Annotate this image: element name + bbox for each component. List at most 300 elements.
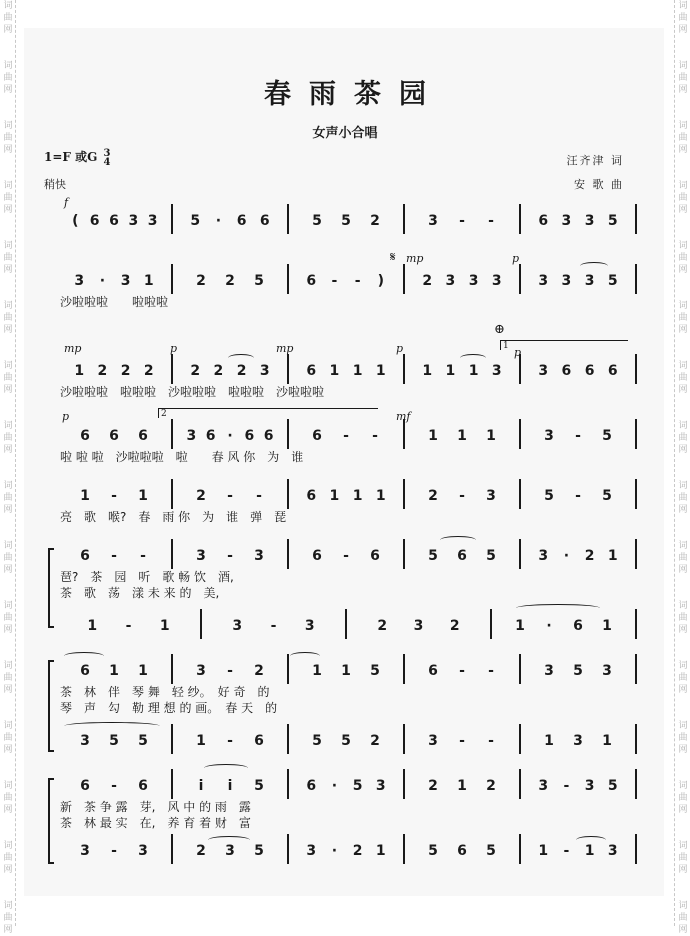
dynamic-marking: p xyxy=(396,342,404,355)
note: 2 xyxy=(196,843,206,859)
watermark-text: 词 曲 网 xyxy=(3,1,13,35)
lyricist-credit: 汪齐津 词 xyxy=(566,154,624,167)
extension-dash: - xyxy=(140,548,146,564)
note: 3 xyxy=(138,843,148,859)
slur-mark xyxy=(64,652,104,660)
note: 1 xyxy=(445,363,456,379)
watermark-text: 词 曲 网 xyxy=(678,301,688,335)
note: ) xyxy=(377,273,384,289)
lyric-line-verse-2: 琴 声 勾 勒 理 想 的 画。 春 天 的 xyxy=(60,701,278,715)
watermark-text: 词 曲 网 xyxy=(678,901,688,935)
bar-line xyxy=(345,609,347,639)
note: 6 xyxy=(254,733,264,749)
extension-dash: - xyxy=(227,733,233,749)
note: 3 xyxy=(538,778,549,794)
bar-line xyxy=(171,204,173,234)
note: 1 xyxy=(138,488,148,504)
watermark-text: 词 曲 网 xyxy=(678,781,688,815)
bar-line xyxy=(519,769,521,799)
extension-dash: - xyxy=(111,843,117,859)
slur-mark xyxy=(290,652,320,660)
bar-line xyxy=(635,539,637,569)
watermark-text: 词 曲 网 xyxy=(3,721,13,755)
note: 3 xyxy=(428,733,438,749)
watermark-text: 词 曲 网 xyxy=(3,301,13,335)
watermark-text: 词 曲 网 xyxy=(3,781,13,815)
note: 2 xyxy=(428,488,438,504)
watermark-text: 词 曲 网 xyxy=(678,61,688,95)
note: 2 xyxy=(352,843,363,859)
note: 3 xyxy=(375,778,386,794)
note: 2 xyxy=(254,663,264,679)
bar-line xyxy=(171,654,173,684)
bar-line xyxy=(287,204,289,234)
bar-line xyxy=(171,539,173,569)
note: 6 xyxy=(80,663,90,679)
note-row xyxy=(50,840,640,862)
note: 2 xyxy=(377,618,388,634)
bar-line xyxy=(403,834,405,864)
slur-mark xyxy=(208,836,250,844)
bar-line xyxy=(287,834,289,864)
bar-line xyxy=(287,539,289,569)
note-row xyxy=(50,360,640,382)
note: 1 xyxy=(329,488,340,504)
watermark-text: 词 曲 网 xyxy=(3,841,13,875)
note: 6 xyxy=(306,488,317,504)
watermark-text: 词 曲 网 xyxy=(678,601,688,635)
note: 2 xyxy=(236,363,247,379)
watermark-text: 词 曲 网 xyxy=(3,361,13,395)
watermark-text: 词 曲 网 xyxy=(678,121,688,155)
bar-line xyxy=(287,264,289,294)
note: 3 xyxy=(584,213,595,229)
note: 6 xyxy=(80,428,90,444)
note: 5 xyxy=(352,778,363,794)
bar-line xyxy=(635,264,637,294)
bar-line xyxy=(635,654,637,684)
note: 2 xyxy=(370,733,380,749)
note: 2 xyxy=(486,778,496,794)
note: 1 xyxy=(159,618,170,634)
note: 2 xyxy=(143,363,154,379)
bar-line xyxy=(287,479,289,509)
note: i xyxy=(198,778,204,794)
watermark-text: 词 曲 网 xyxy=(3,901,13,935)
extension-dash: - xyxy=(227,548,233,564)
note: 3 xyxy=(584,273,595,289)
note-row xyxy=(50,270,640,292)
note: 1 xyxy=(329,363,340,379)
watermark-text: 词 曲 网 xyxy=(3,181,13,215)
note: 1 xyxy=(74,363,85,379)
note: 3 xyxy=(584,778,595,794)
note: 2 xyxy=(428,778,438,794)
extension-dash: - xyxy=(343,548,349,564)
note: 1 xyxy=(457,778,467,794)
note: 1 xyxy=(375,843,386,859)
extension-dash: - xyxy=(459,733,465,749)
note: 1 xyxy=(352,363,363,379)
note: 6 xyxy=(236,213,247,229)
note-row xyxy=(50,485,640,507)
note: 1 xyxy=(375,488,386,504)
note: 3 xyxy=(196,663,206,679)
bar-line xyxy=(635,204,637,234)
extension-dash: - xyxy=(488,663,494,679)
bar-line xyxy=(287,354,289,384)
note: 3 xyxy=(468,273,479,289)
note: 5 xyxy=(428,843,438,859)
note: 2 xyxy=(97,363,108,379)
note: 5 xyxy=(602,428,612,444)
lyric-line-verse-1: 新 茶 争 露 芽, 风 中 的 雨 露 xyxy=(60,800,251,814)
note: 6 xyxy=(561,363,572,379)
note: 6 xyxy=(306,363,317,379)
note: 1 xyxy=(538,843,549,859)
note: · xyxy=(227,428,233,444)
note: · xyxy=(331,843,338,859)
coda-sign: ⊕ xyxy=(494,322,505,337)
note: 3 xyxy=(80,843,90,859)
note: 6 xyxy=(457,843,467,859)
bar-line xyxy=(287,654,289,684)
note: 3 xyxy=(544,428,554,444)
note: 6 xyxy=(312,428,322,444)
note: 1 xyxy=(422,363,433,379)
note: 2 xyxy=(213,363,224,379)
note: 3 xyxy=(80,733,90,749)
bar-line xyxy=(403,479,405,509)
bar-line xyxy=(403,539,405,569)
note: 3 xyxy=(602,663,612,679)
lyric-line: 沙啦啦啦 啦啦啦 沙啦啦啦 啦啦啦 沙啦啦啦 xyxy=(60,385,325,399)
watermark-text: 词 曲 网 xyxy=(678,181,688,215)
note: 3 xyxy=(225,843,235,859)
note: 3 xyxy=(306,843,317,859)
note: 2 xyxy=(225,273,235,289)
note-row xyxy=(50,775,640,797)
extension-dash: - xyxy=(227,488,233,504)
note: 2 xyxy=(120,363,131,379)
bar-line xyxy=(171,264,173,294)
note: 5 xyxy=(254,843,264,859)
extension-dash: - xyxy=(111,778,117,794)
time-signature: 3 4 xyxy=(103,147,111,168)
bar-line xyxy=(403,419,405,449)
system-brace xyxy=(48,778,54,864)
note: 1 xyxy=(468,363,479,379)
bar-line xyxy=(403,354,405,384)
extension-dash: - xyxy=(372,428,378,444)
note: 5 xyxy=(190,213,201,229)
note: 1 xyxy=(457,428,467,444)
dynamic-marking: p xyxy=(514,346,522,359)
note: 3 xyxy=(445,273,456,289)
note: 1 xyxy=(515,618,525,634)
bar-line xyxy=(519,204,521,234)
watermark-text: 词 曲 网 xyxy=(678,421,688,455)
slur-mark xyxy=(204,764,248,772)
repeat-bar-line xyxy=(403,264,405,294)
bar-line xyxy=(403,654,405,684)
repeat-bar-line xyxy=(519,654,521,684)
extension-dash: - xyxy=(354,273,361,289)
lyric-line-verse-2: 茶 林 最 实 在, 养 育 着 财 富 xyxy=(60,816,251,830)
note: 5 xyxy=(486,548,496,564)
note-row xyxy=(50,210,640,232)
note: 3 xyxy=(128,213,139,229)
tempo-marking: 稍快 xyxy=(44,178,66,191)
repeat-bar-line xyxy=(519,724,521,754)
slur-mark xyxy=(460,354,486,362)
bar-line xyxy=(287,419,289,449)
slur-mark xyxy=(64,722,160,730)
watermark-text: 词 曲 网 xyxy=(678,841,688,875)
note: 1 xyxy=(341,663,351,679)
note: 1 xyxy=(352,488,363,504)
song-subtitle: 女声小合唱 xyxy=(312,126,378,141)
note: 5 xyxy=(486,843,496,859)
bar-line xyxy=(635,419,637,449)
extension-dash: - xyxy=(459,213,465,229)
slur-mark xyxy=(440,536,476,544)
watermark-text: 词 曲 网 xyxy=(3,421,13,455)
dynamic-marking: mp xyxy=(406,252,424,265)
note: 2 xyxy=(196,273,206,289)
watermark-text: 词 曲 网 xyxy=(678,541,688,575)
repeat-bar-line xyxy=(171,419,173,449)
note: 1 xyxy=(375,363,386,379)
note: 1 xyxy=(143,273,154,289)
note: 5 xyxy=(602,488,612,504)
slur-mark xyxy=(228,354,254,362)
note: 5 xyxy=(370,663,380,679)
bar-line xyxy=(171,479,173,509)
note: 5 xyxy=(254,778,264,794)
note: 6 xyxy=(259,213,270,229)
volta-bracket: 2 xyxy=(158,408,378,418)
note: 1 xyxy=(428,428,438,444)
note: 3 xyxy=(74,273,85,289)
watermark-text: 词 曲 网 xyxy=(678,661,688,695)
note: 6 xyxy=(370,548,380,564)
note: 6 xyxy=(244,428,255,444)
note: ( xyxy=(72,213,79,229)
note: 3 xyxy=(491,363,502,379)
note: 3 xyxy=(186,428,197,444)
note: 2 xyxy=(584,548,595,564)
note: 5 xyxy=(312,213,322,229)
note: 6 xyxy=(607,363,618,379)
note: 1 xyxy=(486,428,496,444)
note: 6 xyxy=(109,213,119,229)
note: 3 xyxy=(491,273,502,289)
note: · xyxy=(563,548,570,564)
composer-credit: 安 歌 曲 xyxy=(574,178,624,191)
note: 3 xyxy=(232,618,243,634)
bar-line xyxy=(287,769,289,799)
note: 2 xyxy=(422,273,433,289)
note: 6 xyxy=(538,213,549,229)
note: 3 xyxy=(607,843,618,859)
note: 5 xyxy=(607,213,618,229)
extension-dash: - xyxy=(575,488,581,504)
extension-dash: - xyxy=(459,488,465,504)
note: 5 xyxy=(312,733,322,749)
note: 3 xyxy=(486,488,496,504)
note: 3 xyxy=(147,213,158,229)
dynamic-marking: p xyxy=(62,410,70,423)
bar-line xyxy=(287,724,289,754)
note: 5 xyxy=(573,663,583,679)
system-brace xyxy=(48,660,54,752)
extension-dash: - xyxy=(575,428,581,444)
watermark-text: 词 曲 网 xyxy=(678,481,688,515)
note: 6 xyxy=(306,273,317,289)
system-brace xyxy=(48,548,54,628)
bar-line xyxy=(635,479,637,509)
extension-dash: - xyxy=(343,428,349,444)
dynamic-marking: p xyxy=(512,252,520,265)
note: 1 xyxy=(80,488,90,504)
note: 3 xyxy=(538,363,549,379)
note: · xyxy=(331,778,338,794)
note: 5 xyxy=(607,273,618,289)
note: 2 xyxy=(196,488,206,504)
note: · xyxy=(215,213,222,229)
extension-dash: - xyxy=(227,663,233,679)
lyric-line-verse-2: 茶 歌 荡 漾 未 来 的 美, xyxy=(60,586,220,600)
bar-line xyxy=(403,724,405,754)
note: 5 xyxy=(109,733,119,749)
watermark-text: 词 曲 网 xyxy=(3,601,13,635)
note: 3 xyxy=(573,733,583,749)
watermark-text: 词 曲 网 xyxy=(3,121,13,155)
watermark-text: 词 曲 网 xyxy=(3,481,13,515)
note: i xyxy=(227,778,233,794)
extension-dash: - xyxy=(270,618,277,634)
slur-mark xyxy=(516,604,600,612)
note: 2 xyxy=(190,363,201,379)
note: 5 xyxy=(341,213,351,229)
bar-line xyxy=(490,609,492,639)
note: 3 xyxy=(538,548,549,564)
note: 3 xyxy=(561,273,572,289)
note: 3 xyxy=(259,363,270,379)
note: 6 xyxy=(80,778,90,794)
note-row xyxy=(50,545,640,567)
note-row xyxy=(50,730,640,752)
note: 6 xyxy=(428,663,438,679)
extension-dash: - xyxy=(125,618,132,634)
note: 6 xyxy=(138,778,148,794)
bar-line xyxy=(171,724,173,754)
bar-line xyxy=(635,354,637,384)
extension-dash: - xyxy=(488,213,494,229)
watermark-text: 词 曲 网 xyxy=(3,61,13,95)
key-text: 1=F 或G xyxy=(44,150,98,164)
note: 3 xyxy=(428,213,438,229)
note: 3 xyxy=(120,273,131,289)
bar-line xyxy=(635,834,637,864)
note: 3 xyxy=(413,618,424,634)
note: 5 xyxy=(138,733,148,749)
note: 6 xyxy=(89,213,100,229)
note: 6 xyxy=(306,778,317,794)
note: 6 xyxy=(80,548,90,564)
lyric-line-verse-1: 琶? 茶 园 听 歌 畅 饮 酒, xyxy=(60,570,234,584)
slur-mark xyxy=(580,262,608,270)
dynamic-marking: p xyxy=(170,342,178,355)
note: 1 xyxy=(602,733,612,749)
extension-dash: - xyxy=(563,778,570,794)
lyric-line: 沙啦啦啦 啦啦啦 xyxy=(60,295,169,309)
note: 6 xyxy=(457,548,467,564)
note-row xyxy=(50,425,640,447)
note: 6 xyxy=(263,428,274,444)
note-row xyxy=(50,615,640,637)
note: 6 xyxy=(584,363,595,379)
note: 1 xyxy=(584,843,595,859)
bar-line xyxy=(200,609,202,639)
note: 6 xyxy=(205,428,216,444)
lyric-line: 啦 啦 啦 沙啦啦啦 啦 春 风 你 为 谁 xyxy=(60,450,304,464)
lyric-line: 亮 歌 喉? 春 雨 你 为 谁 弹 琵 xyxy=(60,510,287,524)
extension-dash: - xyxy=(111,488,117,504)
bar-line xyxy=(403,204,405,234)
note: 3 xyxy=(254,548,264,564)
note: 1 xyxy=(196,733,206,749)
watermark-text: 词 曲 网 xyxy=(678,241,688,275)
note: 6 xyxy=(138,428,148,444)
bar-line xyxy=(519,539,521,569)
extension-dash: - xyxy=(488,733,494,749)
watermark-text: 词 曲 网 xyxy=(3,661,13,695)
note: 5 xyxy=(544,488,554,504)
bar-line xyxy=(519,264,521,294)
note: 5 xyxy=(254,273,264,289)
note: 6 xyxy=(573,618,583,634)
note: 1 xyxy=(138,663,148,679)
note: 3 xyxy=(561,213,572,229)
bar-line xyxy=(519,479,521,509)
note: 1 xyxy=(544,733,554,749)
watermark-text: 词 曲 网 xyxy=(3,241,13,275)
lyric-line-verse-1: 茶 林 伴 琴 舞 轻 纱。 好 奇 的 xyxy=(60,685,270,699)
bar-line xyxy=(171,834,173,864)
watermark-text: 词 曲 网 xyxy=(3,541,13,575)
watermark-text: 词 曲 网 xyxy=(678,361,688,395)
bar-line xyxy=(171,354,173,384)
song-title: 春雨茶园 xyxy=(264,79,444,110)
watermark-text: 词 曲 网 xyxy=(678,721,688,755)
note: 1 xyxy=(87,618,98,634)
note: 3 xyxy=(304,618,315,634)
key-signature xyxy=(44,148,111,167)
note: · xyxy=(546,618,552,634)
slur-mark xyxy=(576,836,606,844)
extension-dash: - xyxy=(331,273,338,289)
note: 5 xyxy=(341,733,351,749)
note: 2 xyxy=(370,213,380,229)
note-row xyxy=(50,660,640,682)
extension-dash: - xyxy=(563,843,570,859)
bar-line xyxy=(403,769,405,799)
bar-line xyxy=(171,769,173,799)
bar-line xyxy=(635,609,637,639)
note: 1 xyxy=(607,548,618,564)
